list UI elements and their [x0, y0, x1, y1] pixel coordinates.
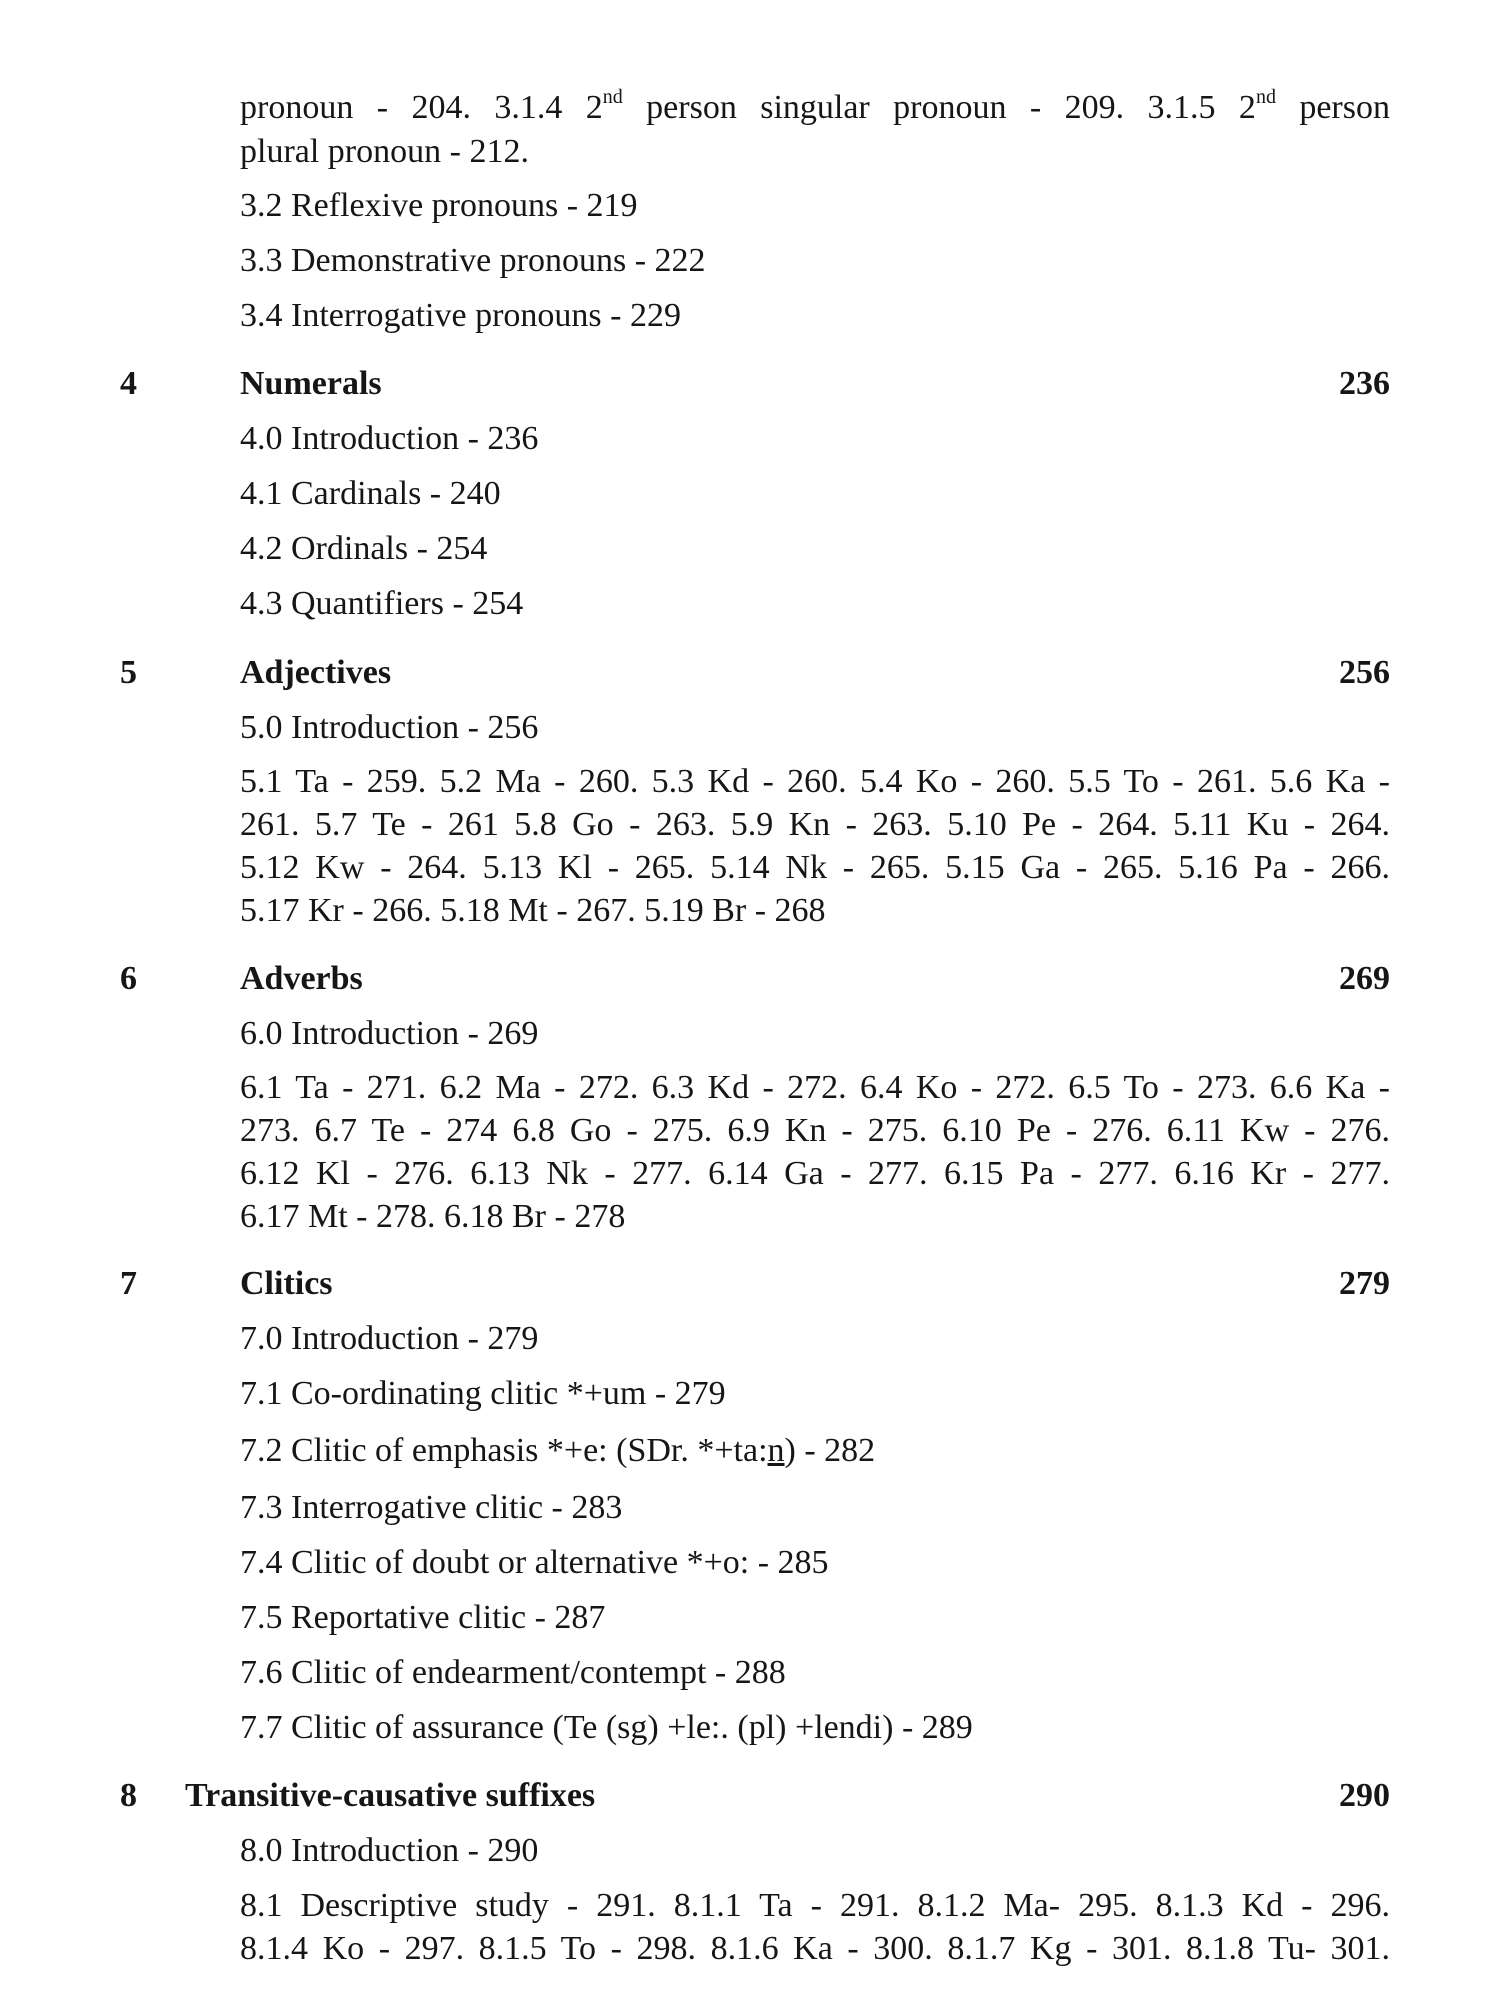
toc-entry-7-1: 7.1 Co-ordinating clitic *+um - 279	[240, 1375, 726, 1412]
chapter-number: 6	[120, 960, 137, 997]
toc-entry-3-4: 3.4 Interrogative pronouns - 229	[240, 297, 681, 334]
toc-entry-7-3: 7.3 Interrogative clitic - 283	[240, 1489, 623, 1526]
chapter-page: 236	[1339, 365, 1390, 402]
entry-text-b: ) - 282	[784, 1432, 876, 1469]
toc-entry-4-2: 4.2 Ordinals - 254	[240, 530, 488, 567]
underlined-letter: n	[767, 1432, 785, 1469]
toc-entry-7-6: 7.6 Clitic of endearment/contempt - 288	[240, 1654, 786, 1691]
toc-entry-7-0: 7.0 Introduction - 279	[240, 1320, 539, 1357]
toc-entry-3-2: 3.2 Reflexive pronouns - 219	[240, 187, 638, 224]
toc-paragraph-line: 5.17 Kr - 266. 5.18 Mt - 267. 5.19 Br - 268	[240, 892, 826, 929]
toc-entry-7-2	[240, 1429, 1390, 1473]
chapter-title: Adjectives	[240, 654, 392, 691]
chapter-title: Adverbs	[240, 960, 363, 997]
toc-paragraph-line: 5.1 Ta - 259. 5.2 Ma - 260. 5.3 Kd - 260. 5.4 Ko - 260. 5.5 To - 261. 5.6 Ka -	[240, 763, 1390, 800]
toc-paragraph-line: 8.1.4 Ko - 297. 8.1.5 To - 298. 8.1.6 Ka - 300. 8.1.7 Kg - 301. 8.1.8 Tu- 301.	[240, 1930, 1390, 1967]
superscript-nd: nd	[1255, 86, 1276, 108]
toc-paragraph-line: 273. 6.7 Te - 274 6.8 Go - 275. 6.9 Kn - 275. 6.10 Pe - 276. 6.11 Kw - 276.	[240, 1112, 1390, 1149]
toc-entry-7-4: 7.4 Clitic of doubt or alternative *+o: - 285	[240, 1544, 829, 1581]
chapter-page: 256	[1339, 654, 1390, 691]
toc-paragraph-line: 261. 5.7 Te - 261 5.8 Go - 263. 5.9 Kn - 263. 5.10 Pe - 264. 5.11 Ku - 264.	[240, 806, 1390, 843]
chapter-page: 290	[1339, 1777, 1390, 1814]
toc-paragraph-line: 6.1 Ta - 271. 6.2 Ma - 272. 6.3 Kd - 272. 6.4 Ko - 272. 6.5 To - 273. 6.6 Ka -	[240, 1069, 1390, 1106]
chapter-page: 279	[1339, 1265, 1390, 1302]
chapter-title: Clitics	[240, 1265, 333, 1302]
toc-entry-4-0: 4.0 Introduction - 236	[240, 420, 539, 457]
superscript-nd: nd	[602, 86, 623, 108]
toc-paragraph-line: 5.12 Kw - 264. 5.13 Kl - 265. 5.14 Nk - 265. 5.15 Ga - 265. 5.16 Pa - 266.	[240, 849, 1390, 886]
toc-carryover-line-1	[240, 86, 1390, 130]
toc-carryover-line-2: plural pronoun - 212.	[240, 133, 529, 170]
toc-entry-4-1: 4.1 Cardinals - 240	[240, 475, 501, 512]
chapter-page: 269	[1339, 960, 1390, 997]
chapter-number: 7	[120, 1265, 137, 1302]
carryover-text-c: person	[1275, 89, 1390, 126]
carryover-text-a: pronoun - 204. 3.1.4 2	[240, 89, 603, 126]
toc-entry-7-5: 7.5 Reportative clitic - 287	[240, 1599, 606, 1636]
chapter-number: 5	[120, 654, 137, 691]
toc-entry-4-3: 4.3 Quantifiers - 254	[240, 585, 524, 622]
carryover-text-b: person singular pronoun - 209. 3.1.5 2	[622, 89, 1256, 126]
toc-paragraph-line: 6.12 Kl - 276. 6.13 Nk - 277. 6.14 Ga - 277. 6.15 Pa - 277. 6.16 Kr - 277.	[240, 1155, 1390, 1192]
toc-paragraph-line: 8.1 Descriptive study - 291. 8.1.1 Ta - 291. 8.1.2 Ma- 295. 8.1.3 Kd - 296.	[240, 1887, 1390, 1924]
toc-entry-6-0: 6.0 Introduction - 269	[240, 1015, 539, 1052]
entry-text-a: 7.2 Clitic of emphasis *+e: (SDr. *+ta:	[240, 1432, 768, 1469]
toc-entry-3-3: 3.3 Demonstrative pronouns - 222	[240, 242, 706, 279]
chapter-title: Transitive-causative suffixes	[185, 1777, 596, 1814]
chapter-number: 4	[120, 365, 137, 402]
toc-entry-5-0: 5.0 Introduction - 256	[240, 709, 539, 746]
toc-entry-7-7: 7.7 Clitic of assurance (Te (sg) +le:. (pl) +lendi) - 289	[240, 1709, 973, 1746]
chapter-number: 8	[120, 1777, 137, 1814]
toc-entry-8-0: 8.0 Introduction - 290	[240, 1832, 539, 1869]
toc-paragraph-line: 6.17 Mt - 278. 6.18 Br - 278	[240, 1198, 626, 1235]
chapter-title: Numerals	[240, 365, 382, 402]
